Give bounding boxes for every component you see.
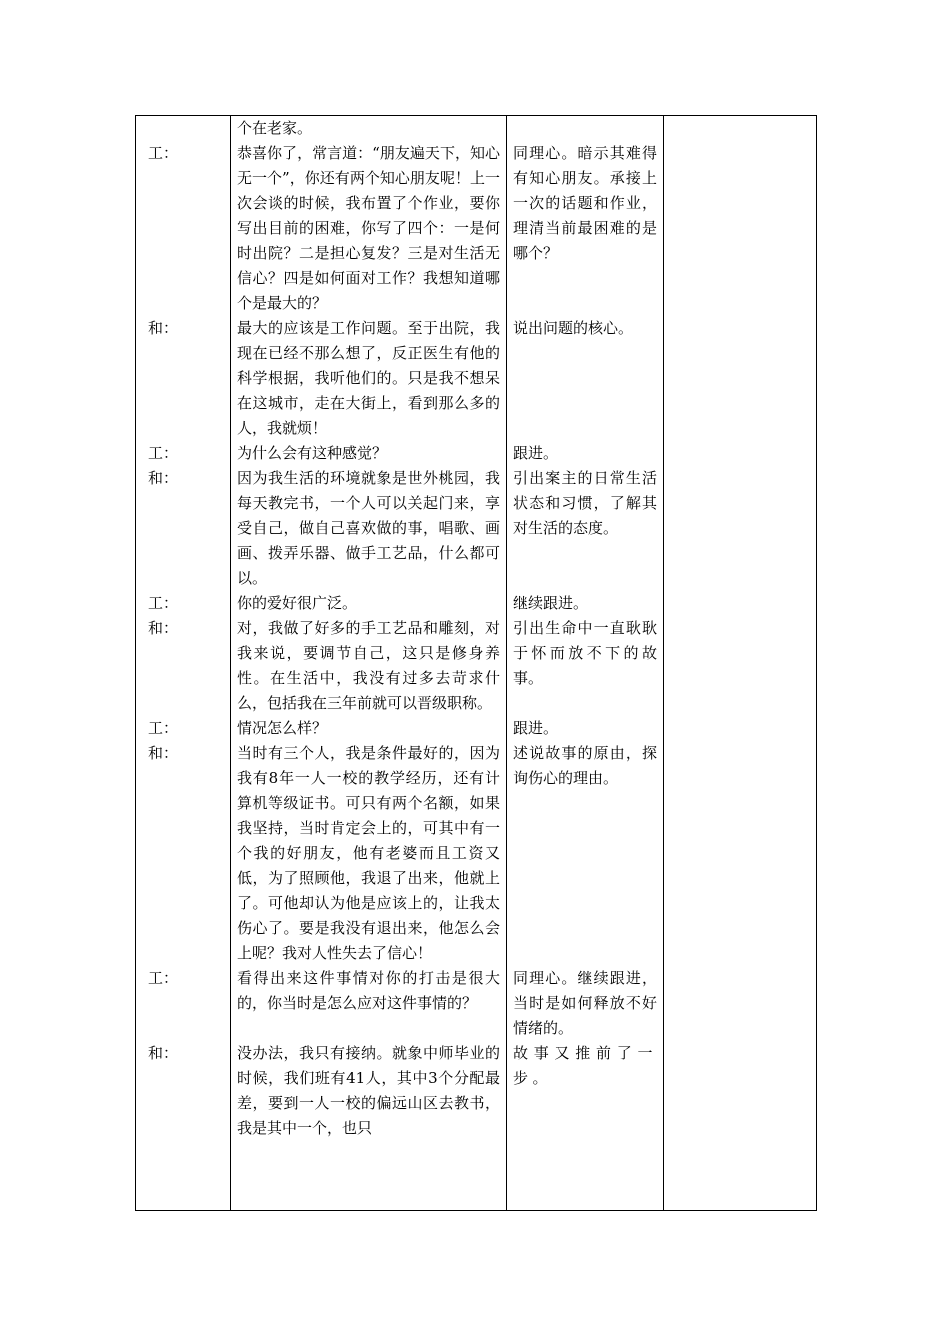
table-row [136, 591, 816, 616]
note-cell: 故事又推前了一步。 [513, 1044, 657, 1087]
speaker-cell: 和： [148, 469, 179, 487]
empty-cell [663, 1041, 816, 1141]
note-cell: 引出生命中一直耿耿于怀而放不下的故事。 [513, 619, 657, 687]
speaker-cell: 和： [148, 619, 179, 637]
speaker-cell: 工： [148, 969, 179, 987]
dialogue-cell: 因为我生活的环境就象是世外桃园，我每天教完书，一个人可以关起门来，享受自己，做自己喜欢做的事，唱歌、画画、拨弄乐器、做手工艺品，什么都可以。 [237, 469, 500, 587]
speaker-cell: 工： [148, 719, 179, 737]
dialogue-cell: 恭喜你了，常言道：“朋友遍天下，知心无一个”，你还有两个知心朋友呢！上一次会谈的时候，我布置了个作业，要你写出目前的困难，你写了四个：一是何时出院？二是担心复发？三是对生活无信心？四是如何面对工作？我想知道哪个是最大的？ [237, 144, 500, 312]
empty-cell [663, 591, 816, 616]
table-row [136, 741, 816, 966]
counseling-record-table [135, 115, 817, 1211]
empty-cell [663, 141, 816, 316]
table-row [136, 716, 816, 741]
empty-cell [663, 466, 816, 591]
note-cell: 说出问题的核心。 [513, 319, 634, 337]
note-cell: 引出案主的日常生活状态和习惯，了解其对生活的态度。 [513, 469, 657, 537]
speaker-cell: 工： [148, 594, 179, 612]
dialogue-rows [136, 116, 816, 1141]
note-cell: 继续跟进。 [513, 594, 589, 612]
note-cell [506, 116, 663, 141]
speaker-cell: 工： [148, 444, 179, 462]
note-cell: 同理心。继续跟进，当时是如何释放不好情绪的。 [513, 969, 657, 1037]
empty-cell [663, 741, 816, 966]
dialogue-cell: 最大的应该是工作问题。至于出院，我现在已经不那么想了，反正医生有他的科学根据，我听他们的。只是我不想呆在这城市，走在大街上，看到那么多的人，我就烦！ [237, 319, 500, 437]
speaker-cell [136, 116, 230, 141]
empty-cell [663, 441, 816, 466]
dialogue-cell: 个在老家。 [237, 119, 313, 137]
dialogue-cell: 你的爱好很广泛。 [237, 594, 358, 612]
note-cell: 跟进。 [513, 444, 559, 462]
table-row [136, 466, 816, 591]
note-cell: 同理心。暗示其难得有知心朋友。承接上一次的话题和作业，理清当前最困难的是哪个？ [513, 144, 657, 262]
dialogue-cell: 当时有三个人，我是条件最好的，因为我有8年一人一校的教学经历，还有计算机等级证书。可只有两个名额，如果我坚持，当时肯定会上的，可其中有一个我的好朋友，他有老婆而且工资又低，为了照顾他，我退了出来，他就上了。可他却认为他是应该上的，让我太伤心了。要是我没有退出来，他怎么会上呢？我对人性失去了信心！ [237, 744, 500, 962]
table-row [136, 1041, 816, 1141]
dialogue-cell: 没办法，我只有接纳。就象中师毕业的时候，我们班有41人，其中3个分配最差，要到一人一校的偏远山区去教书，我是其中一个，也只 [237, 1044, 500, 1137]
table-row [136, 141, 816, 316]
table-row [136, 616, 816, 716]
table-row [136, 116, 816, 141]
note-cell: 跟进。 [513, 719, 559, 737]
note-cell: 述说故事的原由，探询伤心的理由。 [513, 744, 657, 787]
dialogue-cell: 情况怎么样？ [237, 719, 328, 737]
speaker-cell: 和： [148, 744, 179, 762]
speaker-cell: 和： [148, 1044, 179, 1062]
table-row [136, 441, 816, 466]
dialogue-cell: 看得出来这件事情对你的打击是很大的，你当时是怎么应对这件事情的？ [237, 969, 500, 1012]
speaker-cell: 工： [148, 144, 179, 162]
speaker-cell: 和： [148, 319, 179, 337]
empty-cell [663, 116, 816, 141]
table-row [136, 966, 816, 1041]
empty-cell [663, 966, 816, 1041]
empty-cell [663, 616, 816, 716]
dialogue-cell: 为什么会有这种感觉？ [237, 444, 388, 462]
empty-cell [663, 716, 816, 741]
table-row [136, 316, 816, 441]
empty-cell [663, 316, 816, 441]
dialogue-cell: 对，我做了好多的手工艺品和雕刻，对我来说，要调节自己，这只是修身养性。在生活中，我没有过多去苛求什么，包括我在三年前就可以晋级职称。 [237, 619, 500, 712]
